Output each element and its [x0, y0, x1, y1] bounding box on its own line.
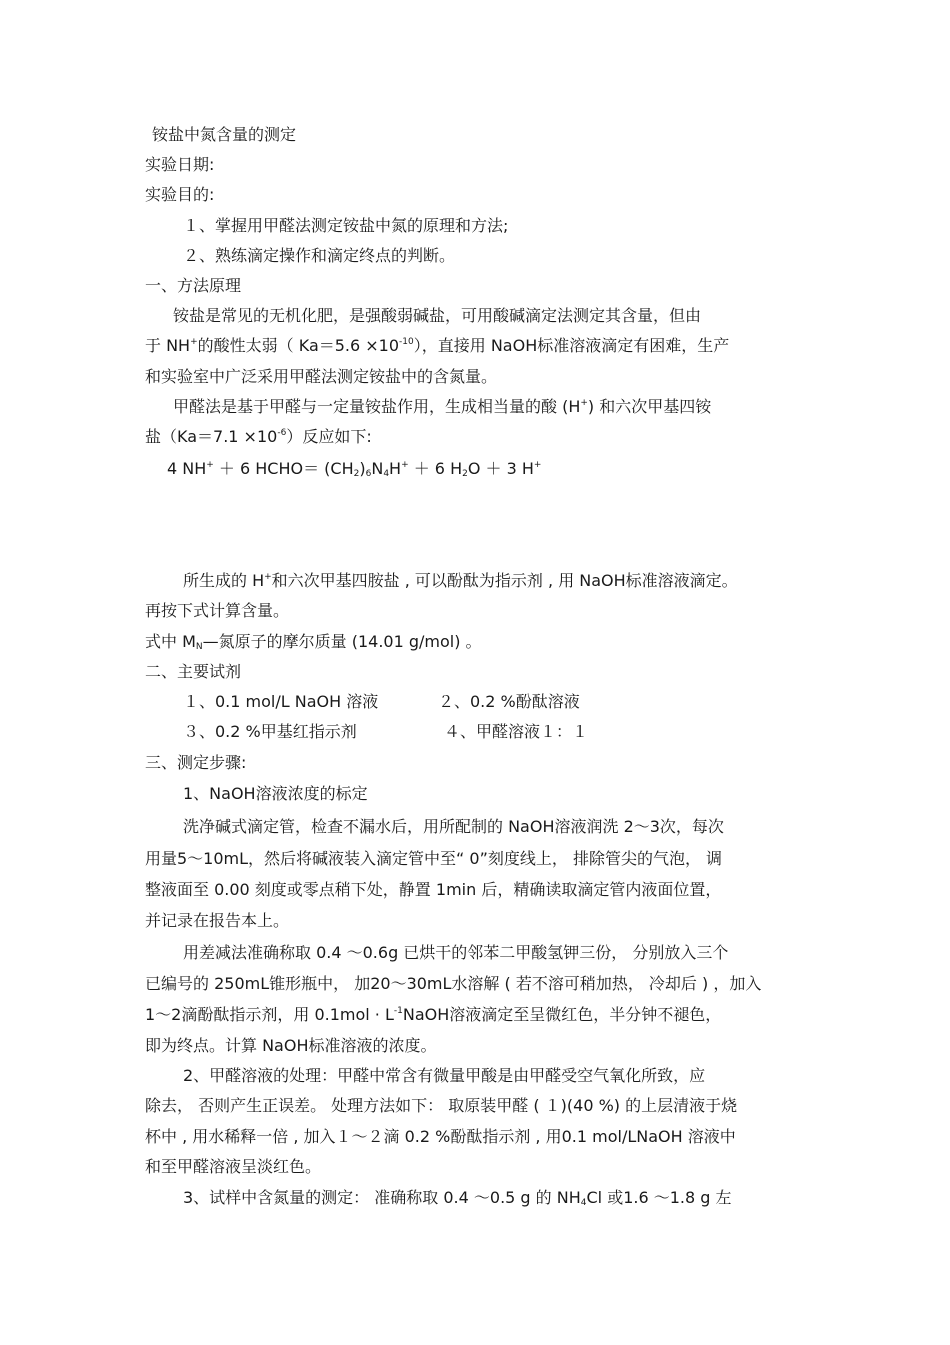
step-2-line1: 2、甲醛溶液的处理：甲醛中常含有微量甲酸是由甲醛受空气氧化所致，应 — [183, 1066, 706, 1085]
step-1-p1-line2: 用量5～10mL，然后将碱液装入滴定管中至“ 0”刻度线上， 排除管尖的气泡， 调 — [145, 849, 723, 868]
section-3-title: 三、测定步骤: — [145, 753, 247, 772]
principle-p3-line3: 式中 $M_N—$氮原子的摩尔质量 (14.01 g/mol) 。 — [145, 632, 482, 652]
step-2-line3: 杯中 , 用水稀释一倍 , 加入１～２滴 0.2 %酚酞指示剂 , 用0.1 mol/LNaOH 溶液中 — [145, 1127, 736, 1146]
principle-p2-line2: 盐$(Ka=7.1 \times 10^{-6})$反应如下: — [145, 427, 372, 446]
reagent-1: １、0.1 mol/L NaOH 溶液 — [183, 692, 379, 711]
step-2-line4: 和至甲醛溶液呈淡红色。 — [145, 1157, 322, 1176]
reagent-2: ２、0.2 %酚酞溶液 — [438, 692, 580, 711]
principle-p3-line2: 再按下式计算含量。 — [145, 601, 290, 620]
step-3-line1: 3、试样中含氮量的测定： 准确称取 0.4 ～0.5 g 的 $NH_4Cl$ 或1.6 ～1.8 g 左 — [183, 1188, 732, 1208]
principle-p1-line1: 铵盐是常见的无机化肥，是强酸弱碱盐，可用酸碱滴定法测定其含量，但由 — [173, 306, 702, 325]
reagent-4: ４、甲醛溶液１：１ — [444, 722, 589, 741]
section-2-title: 二、主要试剂 — [145, 662, 242, 681]
principle-p3-line1: 所生成的 H+和六次甲基四胺盐 , 可以酚酞为指示剂 , 用 NaOH标准溶液滴定。 — [183, 571, 738, 590]
section-1-title: 一、方法原理 — [145, 276, 242, 295]
doc-title: 铵盐中氮含量的测定 — [152, 125, 297, 144]
step-1-p1-line4: 并记录在报告本上。 — [145, 911, 290, 930]
step-1-p2-line2: 已编号的 250mL锥形瓶中， 加20～30mL水溶解 ( 若不溶可稍加热， 冷却后 ) ，加入 — [145, 974, 762, 993]
date-label: 实验日期: — [145, 155, 215, 174]
principle-p2-line1: 甲醛法是基于甲醛与一定量铵盐作用，生成相当量的酸 (H+) 和六次甲基四铵 — [173, 397, 712, 416]
step-1-title: 1、NaOH溶液浓度的标定 — [183, 784, 368, 803]
step-1-p2-line3: 1～2滴酚酞指示剂，用 $0.1mol \cdot L^{-1}NaOH$溶液滴定至呈微红色，半分钟不褪色， — [145, 1005, 722, 1024]
purpose-item-1: １、掌握用甲醛法测定铵盐中氮的原理和方法; — [183, 216, 509, 235]
reaction-equation: 4 NH+ ＋ 6 HCHO＝ $(CH_2)_6N_4H^+ + 6$ $H_2O + 3$ H+ — [167, 459, 542, 479]
reagent-3: ３、0.2 %甲基红指示剂 — [183, 722, 357, 741]
step-1-p2-line1: 用差减法准确称取 0.4 ～0.6g 已烘干的邻苯二甲酸氢钾三份， 分别放入三个 — [183, 943, 729, 962]
step-1-p1-line1: 洗净碱式滴定管，检查不漏水后，用所配制的 NaOH溶液润洗 2～3次，每次 — [183, 817, 724, 836]
purpose-label: 实验目的: — [145, 185, 215, 204]
purpose-item-2: ２、熟练滴定操作和滴定终点的判断。 — [183, 246, 456, 265]
step-2-line2: 除去， 否则产生正误差。 处理方法如下： 取原装甲醛 ( １)(40 %) 的上层清液于烧 — [145, 1096, 738, 1115]
principle-p1-line2: 于 NH+的酸性太弱（ $Ka=5.6 \times 10^{-10}$），直接用 NaOH标准溶液滴定有困难，生产 — [145, 336, 730, 355]
principle-p1-line3: 和实验室中广泛采用甲醛法测定铵盐中的含氮量。 — [145, 367, 498, 386]
step-1-p2-line4: 即为终点。计算 NaOH标准溶液的浓度。 — [145, 1036, 437, 1055]
step-1-p1-line3: 整液面至 0.00 刻度或零点稍下处，静置 1min 后，精确读取滴定管内液面位置， — [145, 880, 722, 899]
